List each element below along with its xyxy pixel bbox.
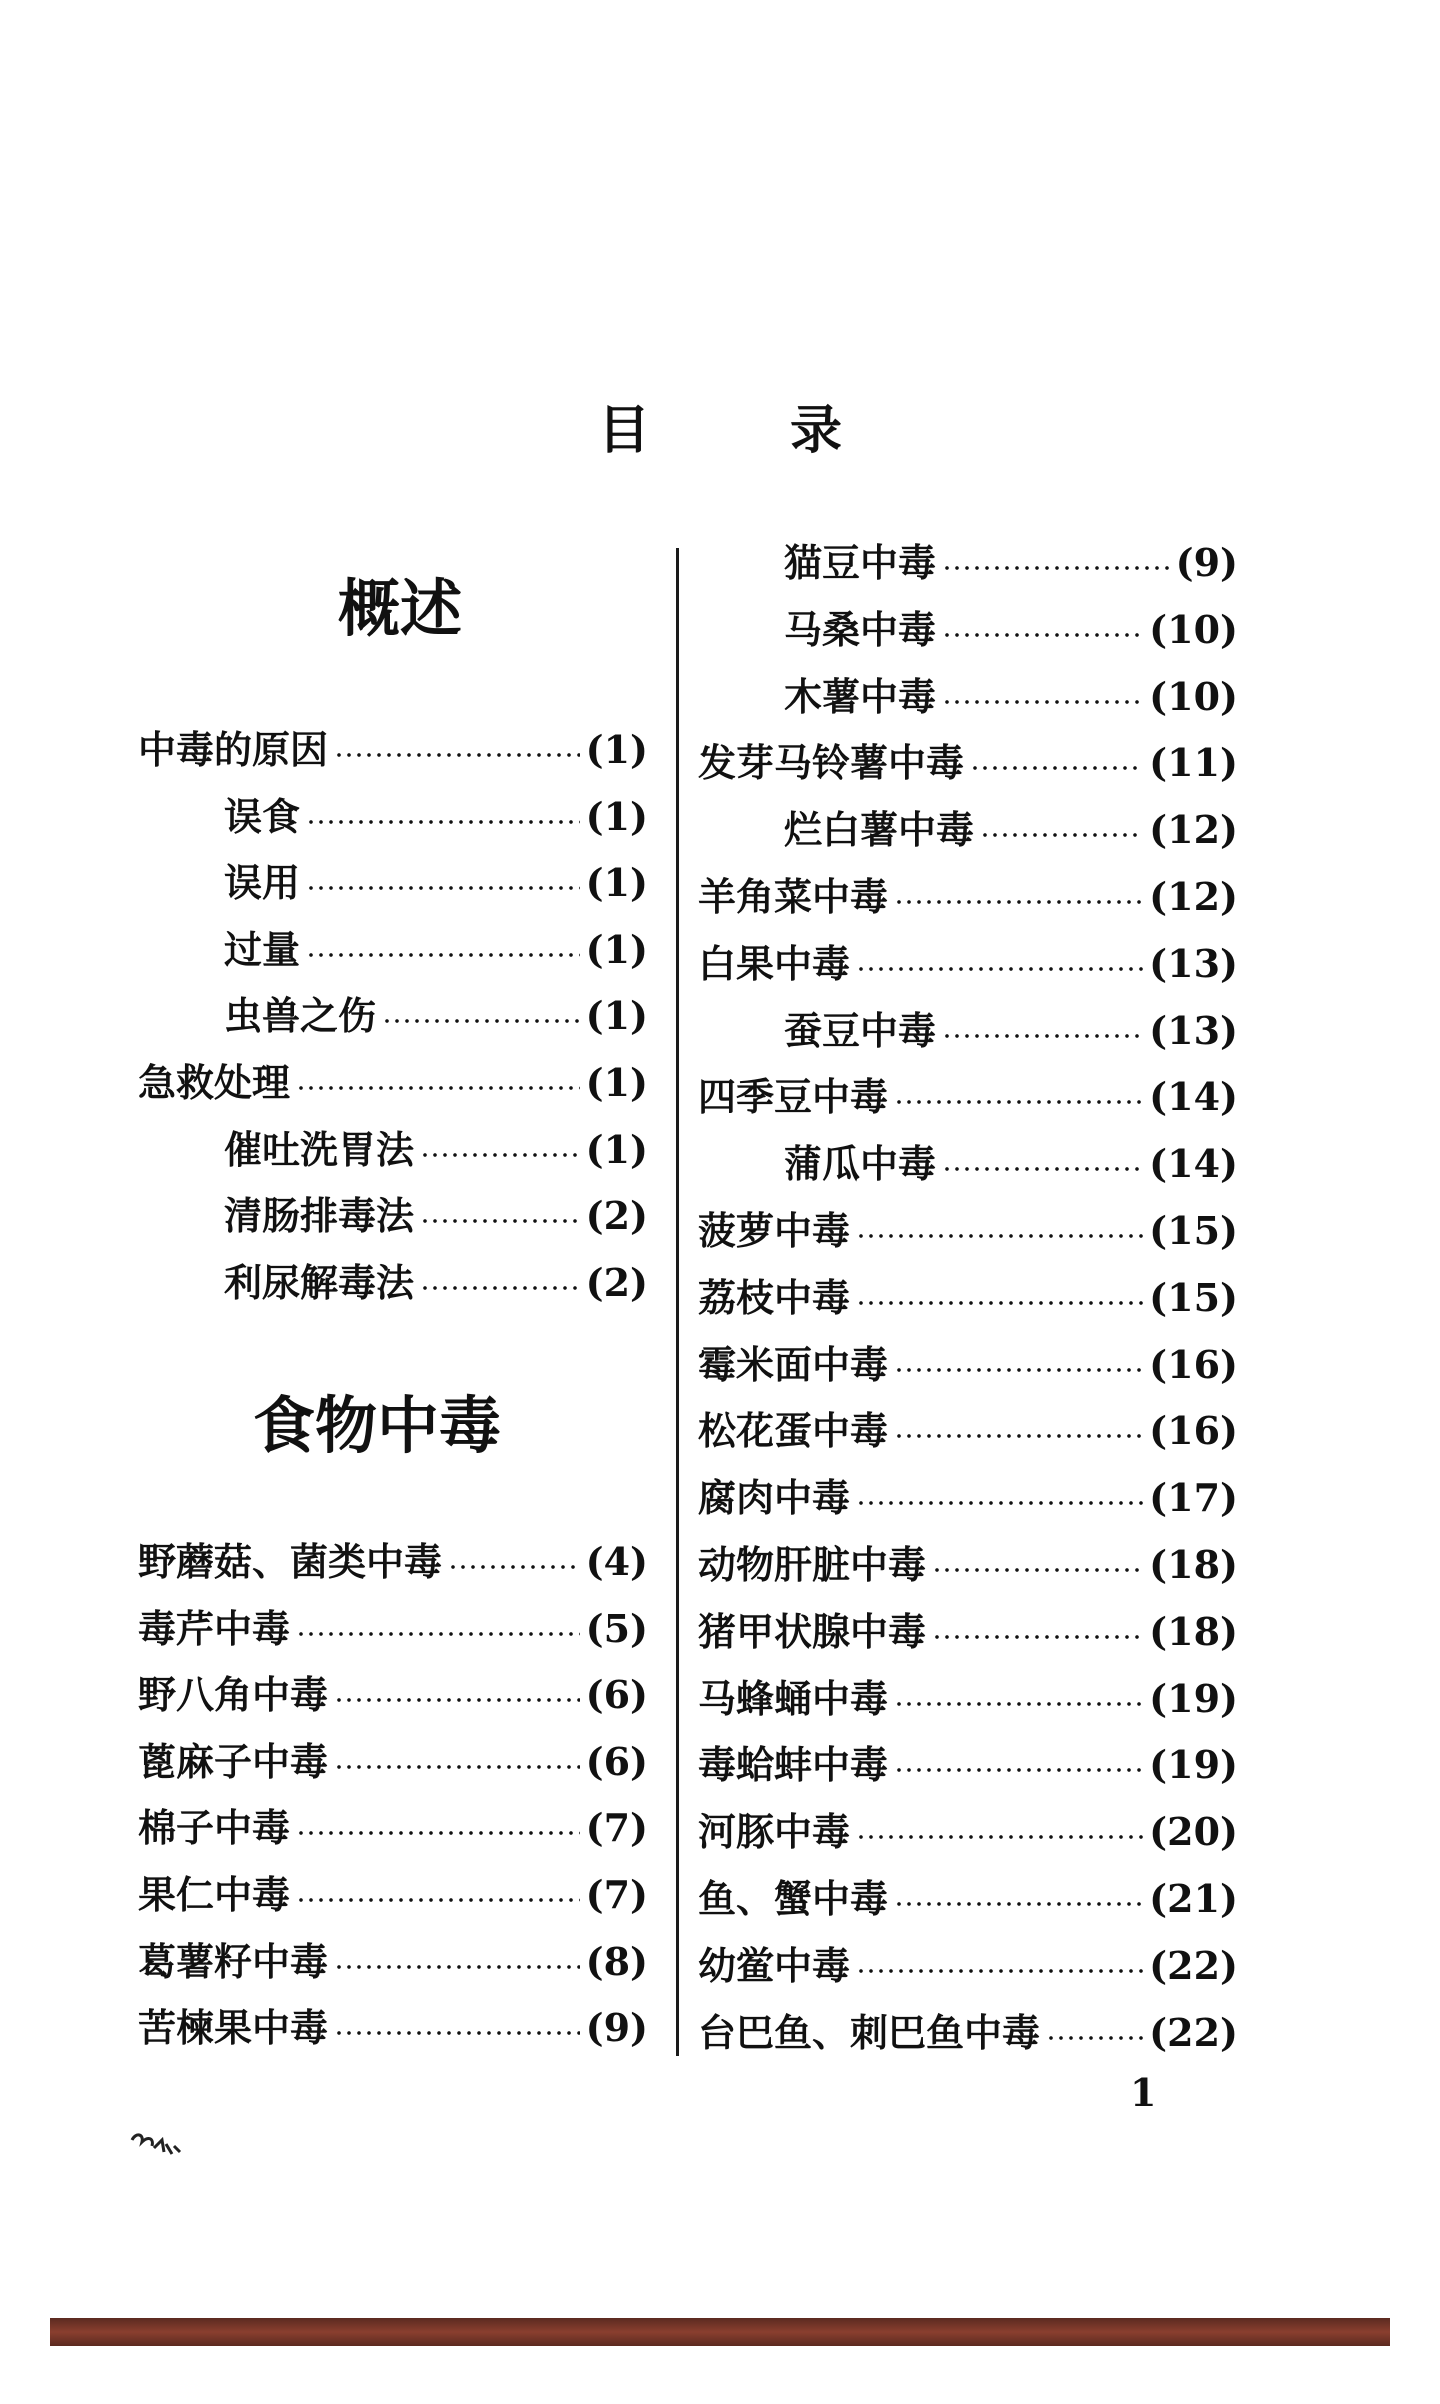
toc-entry[interactable] — [138, 1800, 648, 1856]
toc-entry-title: 蓖麻子中毒 — [138, 1738, 329, 1784]
toc-entry-page: (20) — [1149, 1809, 1238, 1855]
toc-entry-page: (9) — [1175, 540, 1238, 585]
toc-entry[interactable] — [138, 1734, 648, 1790]
toc-entry-page: (9) — [585, 2005, 648, 2051]
toc-entry-page: (15) — [1149, 1274, 1238, 1320]
leader-dots — [420, 1152, 580, 1158]
toc-entry-page: (21) — [1149, 1876, 1238, 1921]
toc-entry[interactable] — [224, 789, 648, 845]
toc-entry-title: 催吐洗胃法 — [224, 1126, 415, 1172]
toc-entry-page: (14) — [1149, 1141, 1238, 1187]
leader-dots — [306, 885, 580, 891]
toc-entry-page: (1) — [585, 860, 648, 906]
leader-dots — [856, 1834, 1143, 1840]
leader-dots — [894, 899, 1143, 905]
toc-entry-page: (22) — [1149, 2009, 1238, 2055]
toc-entry-title: 荔枝中毒 — [698, 1274, 851, 1320]
toc-entry-page: (4) — [585, 1539, 648, 1584]
leader-dots — [894, 1901, 1143, 1907]
toc-entry[interactable] — [138, 1534, 648, 1590]
toc-entry-title: 野蘑菇、菌类中毒 — [138, 1539, 443, 1584]
toc-entry-page: (12) — [1149, 874, 1238, 919]
toc-entry[interactable] — [138, 1601, 648, 1657]
toc-entry-page: (13) — [1149, 1007, 1238, 1053]
toc-entry-title: 动物肝脏中毒 — [698, 1542, 927, 1587]
toc-entry[interactable] — [698, 1203, 1238, 1259]
toc-entry-page: (2) — [585, 1259, 648, 1305]
toc-entry-page: (16) — [1149, 1408, 1238, 1454]
toc-entry[interactable] — [138, 2000, 648, 2056]
toc-entry[interactable] — [784, 535, 1238, 591]
leader-dots — [296, 1631, 580, 1637]
page-title: 目 录 — [597, 400, 886, 461]
leader-dots — [334, 1697, 580, 1703]
toc-entry-title: 松花蛋中毒 — [698, 1408, 889, 1454]
toc-entry-title: 虫兽之伤 — [224, 993, 377, 1039]
toc-entry[interactable] — [698, 1403, 1238, 1459]
leader-dots — [420, 1285, 580, 1291]
leader-dots — [306, 952, 580, 958]
toc-entry[interactable] — [138, 1867, 648, 1923]
toc-entry-page: (1) — [585, 993, 648, 1039]
leader-dots — [296, 1830, 580, 1836]
leader-dots — [334, 1964, 580, 1970]
toc-entry-page: (11) — [1149, 740, 1238, 786]
toc-entry-title: 烂白薯中毒 — [784, 807, 975, 853]
leader-dots — [932, 1567, 1143, 1573]
leader-dots — [942, 565, 1170, 571]
toc-entry[interactable] — [138, 1934, 648, 1990]
toc-entry-title: 利尿解毒法 — [224, 1259, 415, 1305]
toc-entry-page: (6) — [585, 1672, 648, 1718]
toc-entry-title: 猫豆中毒 — [784, 540, 937, 585]
scan-edge-band — [50, 2318, 1390, 2346]
toc-entry-title: 苦楝果中毒 — [138, 2005, 329, 2051]
leader-dots — [942, 699, 1143, 705]
toc-entry[interactable] — [698, 1470, 1238, 1526]
toc-entry[interactable] — [698, 1804, 1238, 1860]
leader-dots — [382, 1018, 580, 1024]
toc-entry-title: 误食 — [224, 793, 301, 839]
toc-entry-title: 猪甲状腺中毒 — [698, 1608, 927, 1654]
toc-entry-title: 腐肉中毒 — [698, 1475, 851, 1521]
leader-dots — [970, 765, 1143, 771]
toc-entry-page: (10) — [1149, 606, 1238, 652]
toc-entry[interactable] — [784, 802, 1238, 858]
toc-entry-page: (1) — [585, 1060, 648, 1105]
toc-entry-page: (14) — [1149, 1074, 1238, 1120]
toc-entry-title: 果仁中毒 — [138, 1872, 291, 1917]
toc-entry[interactable] — [224, 855, 648, 911]
leader-dots — [334, 2030, 580, 2036]
toc-entry-page: (1) — [585, 1126, 648, 1172]
toc-entry-title: 毒蛤蚌中毒 — [698, 1742, 889, 1788]
column-divider — [676, 548, 679, 2056]
page-number: 1 — [1130, 2070, 1157, 2115]
toc-entry[interactable] — [698, 869, 1238, 925]
toc-entry[interactable] — [224, 922, 648, 978]
toc-entry-title: 过量 — [224, 926, 301, 972]
toc-entry[interactable] — [698, 936, 1238, 992]
toc-entry-page: (19) — [1149, 1675, 1238, 1721]
toc-entry-title: 幼鲎中毒 — [698, 1942, 851, 1988]
leader-dots — [942, 1166, 1143, 1172]
toc-entry-title: 鱼、蟹中毒 — [698, 1876, 889, 1921]
toc-entry-page: (19) — [1149, 1742, 1238, 1788]
toc-entry-page: (12) — [1149, 807, 1238, 853]
leader-dots — [856, 1968, 1143, 1974]
toc-entry[interactable] — [138, 1055, 648, 1111]
toc-entry-title: 野八角中毒 — [138, 1672, 329, 1718]
toc-entry[interactable] — [698, 1938, 1238, 1994]
toc-entry[interactable] — [784, 1136, 1238, 1192]
leader-dots — [856, 966, 1143, 972]
toc-entry-title: 河豚中毒 — [698, 1809, 851, 1855]
toc-entry[interactable] — [698, 1737, 1238, 1793]
toc-entry[interactable] — [698, 1671, 1238, 1727]
toc-entry-page: (7) — [585, 1872, 648, 1917]
leader-dots — [296, 1897, 580, 1903]
toc-entry-title: 清肠排毒法 — [224, 1193, 415, 1239]
toc-entry-title: 四季豆中毒 — [698, 1074, 889, 1120]
leader-dots — [894, 1099, 1143, 1105]
toc-entry-title: 羊角菜中毒 — [698, 874, 889, 919]
toc-entry-page: (22) — [1149, 1942, 1238, 1988]
toc-entry-page: (5) — [585, 1605, 648, 1651]
toc-entry-page: (16) — [1149, 1341, 1238, 1387]
toc-entry-title: 发芽马铃薯中毒 — [698, 740, 965, 786]
toc-entry-title: 霉米面中毒 — [698, 1341, 889, 1387]
toc-entry-page: (7) — [585, 1805, 648, 1851]
toc-entry-title: 白果中毒 — [698, 940, 851, 986]
section-heading-overview: 概述 — [338, 572, 463, 645]
toc-entry-page: (8) — [585, 1938, 648, 1984]
leader-dots — [856, 1300, 1143, 1306]
toc-entry-page: (6) — [585, 1738, 648, 1784]
toc-entry-title: 蒲瓜中毒 — [784, 1141, 937, 1187]
leader-dots — [296, 1085, 580, 1091]
leader-dots — [942, 1033, 1143, 1039]
toc-entry[interactable] — [698, 1270, 1238, 1326]
toc-entry[interactable] — [698, 1537, 1238, 1593]
toc-entry-title: 菠萝中毒 — [698, 1208, 851, 1253]
toc-entry[interactable] — [224, 988, 648, 1044]
toc-entry-title: 蚕豆中毒 — [784, 1007, 937, 1053]
toc-entry-title: 中毒的原因 — [138, 727, 329, 772]
toc-entry-page: (18) — [1149, 1542, 1238, 1587]
toc-entry-page: (1) — [585, 727, 648, 772]
toc-entry-page: (1) — [585, 926, 648, 972]
toc-entry-title: 急救处理 — [138, 1060, 291, 1105]
toc-entry[interactable] — [138, 722, 648, 778]
section-heading-food-poisoning: 食物中毒 — [253, 1389, 502, 1462]
toc-entry-title: 葛薯籽中毒 — [138, 1938, 329, 1984]
scribble-mark — [128, 2130, 188, 2164]
toc-entry[interactable] — [698, 1604, 1238, 1660]
toc-entry[interactable] — [698, 1337, 1238, 1393]
leader-dots — [894, 1701, 1143, 1707]
toc-entry-title: 台巴鱼、刺巴鱼中毒 — [698, 2009, 1041, 2055]
toc-entry[interactable] — [784, 669, 1238, 725]
toc-entry[interactable] — [698, 1069, 1238, 1125]
toc-entry-title: 毒芹中毒 — [138, 1605, 291, 1651]
toc-entry[interactable] — [138, 1667, 648, 1723]
leader-dots — [932, 1634, 1143, 1640]
toc-entry[interactable] — [224, 1188, 648, 1244]
toc-entry[interactable] — [698, 2005, 1238, 2061]
toc-entry-page: (15) — [1149, 1208, 1238, 1253]
toc-entry[interactable] — [698, 735, 1238, 791]
toc-entry-page: (17) — [1149, 1475, 1238, 1521]
toc-entry-title: 马蜂蛹中毒 — [698, 1675, 889, 1721]
toc-entry-page: (13) — [1149, 940, 1238, 986]
leader-dots — [448, 1564, 580, 1570]
toc-entry-page: (1) — [585, 793, 648, 839]
leader-dots — [942, 632, 1143, 638]
toc-entry-page: (2) — [585, 1193, 648, 1239]
toc-entry-title: 棉子中毒 — [138, 1805, 291, 1851]
leader-dots — [1046, 2035, 1143, 2041]
toc-entry[interactable] — [224, 1122, 648, 1178]
leader-dots — [894, 1767, 1143, 1773]
leader-dots — [894, 1433, 1143, 1439]
toc-entry-page: (10) — [1149, 673, 1238, 719]
leader-dots — [856, 1500, 1143, 1506]
toc-entry-title: 木薯中毒 — [784, 673, 937, 719]
toc-entry-page: (18) — [1149, 1608, 1238, 1654]
leader-dots — [980, 832, 1143, 838]
toc-entry[interactable] — [784, 1003, 1238, 1059]
leader-dots — [420, 1218, 580, 1224]
toc-entry-title: 马桑中毒 — [784, 606, 937, 652]
toc-entry[interactable] — [784, 602, 1238, 658]
leader-dots — [334, 752, 580, 758]
leader-dots — [334, 1764, 580, 1770]
toc-entry[interactable] — [224, 1255, 648, 1311]
leader-dots — [894, 1367, 1143, 1373]
leader-dots — [306, 819, 580, 825]
leader-dots — [856, 1233, 1143, 1239]
toc-entry[interactable] — [698, 1871, 1238, 1927]
toc-entry-title: 误用 — [224, 860, 301, 906]
